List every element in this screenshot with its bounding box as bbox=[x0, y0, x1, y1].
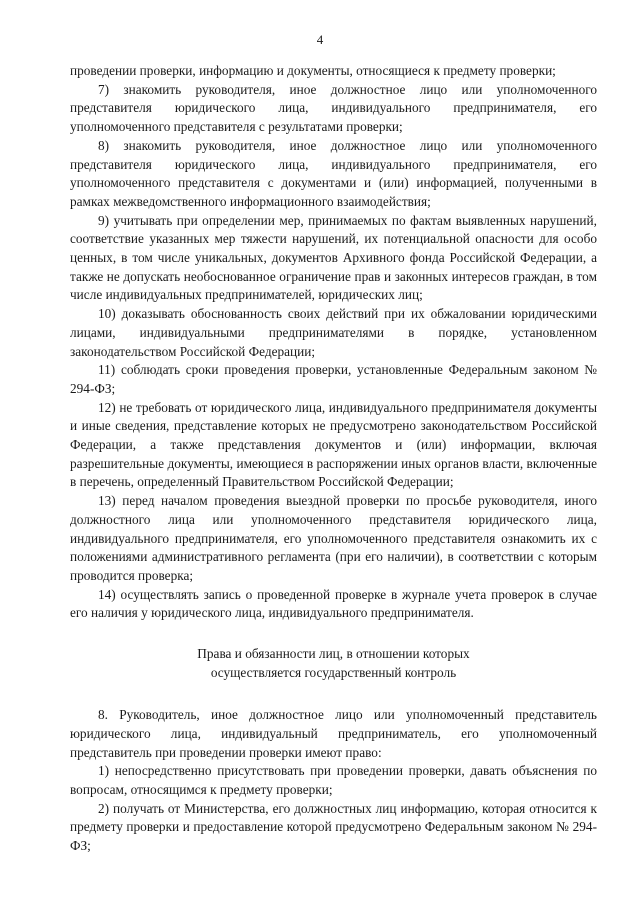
paragraph: 2) получать от Министерства, его должностных лиц информацию, которая относится к предмету проверки и предоставление которой предусмотрено Федеральным законом № 294-ФЗ; bbox=[70, 800, 597, 854]
paragraph: 9) учитывать при определении мер, принимаемых по фактам выявленных нарушений, соответствие указанных мер тяжести нарушений, их потенциальной опасности для особо ценных, в том числе уникальных, документов Архивного фонда Российской Федерации, а также не допускать необоснованное ограничение прав и законных интересов граждан, в том числе индивидуальных предпринимателей, юридических лиц; bbox=[70, 212, 597, 303]
page-number: 4 bbox=[316, 32, 324, 47]
paragraph: 8. Руководитель, иное должностное лицо или уполномоченный представитель юридического лица, индивидуальный предприниматель, его уполномоченный представитель при проведении проверки имеют право: bbox=[70, 707, 597, 760]
document-body bbox=[70, 62, 597, 856]
section-heading bbox=[70, 644, 597, 682]
rights-list bbox=[70, 706, 597, 856]
paragraph: 13) перед началом проведения выездной проверки по просьбе руководителя, иного должностного лица или уполномоченного представителя юридического лица, индивидуального предпринимателя, его уполномоченного представителя ознакомить их с положениями административного регламента (при его наличии), в соответствии с которым проводится проверка; bbox=[70, 493, 597, 583]
paragraph: 10) доказывать обоснованность своих действий при их обжаловании юридическими лицами, индивидуальными предпринимателями в порядке, установленном законодательством Российской Федерации; bbox=[70, 306, 597, 359]
paragraph: 8) знакомить руководителя, иное должностное лицо или уполномоченного представителя юридического лица, индивидуального предпринимателя, его уполномоченного представителя с документами и (или) информацией, полученными в рамках межведомственного информационного взаимодействия; bbox=[70, 137, 597, 209]
section-heading-line-2: осуществляется государственный контроль bbox=[210, 665, 457, 681]
paragraph: 11) соблюдать сроки проведения проверки, установленные Федеральным законом № 294-ФЗ; bbox=[70, 362, 597, 396]
paragraph: проведении проверки, информацию и документы, относящиеся к предмету проверки; bbox=[70, 63, 556, 78]
paragraph: 7) знакомить руководителя, иное должностное лицо или уполномоченного представителя юридического лица, индивидуального предпринимателя, его уполномоченного представителя с результатами проверки; bbox=[70, 81, 597, 135]
obligations-list bbox=[70, 62, 597, 623]
paragraph: 12) не требовать от юридического лица, индивидуального предпринимателя документы и иные сведения, представление которых не предусмотрено законодательством Российской Федерации, а также представления документов и (или) информации, включая разрешительные документы, имеющиеся в распоряжении иных органов власти, включенные в перечень, определенный Правительством Российской Федерации; bbox=[70, 399, 597, 490]
paragraph: 14) осуществлять запись о проведенной проверке в журнале учета проверок в случае его наличия у юридического лица, индивидуального предпринимателя. bbox=[70, 586, 597, 621]
section-heading-line-1: Права и обязанности лиц, в отношении которых bbox=[197, 646, 470, 662]
paragraph: 1) непосредственно присутствовать при проведении проверки, давать объяснения по вопросам, относящимся к предмету проверки; bbox=[70, 763, 597, 797]
